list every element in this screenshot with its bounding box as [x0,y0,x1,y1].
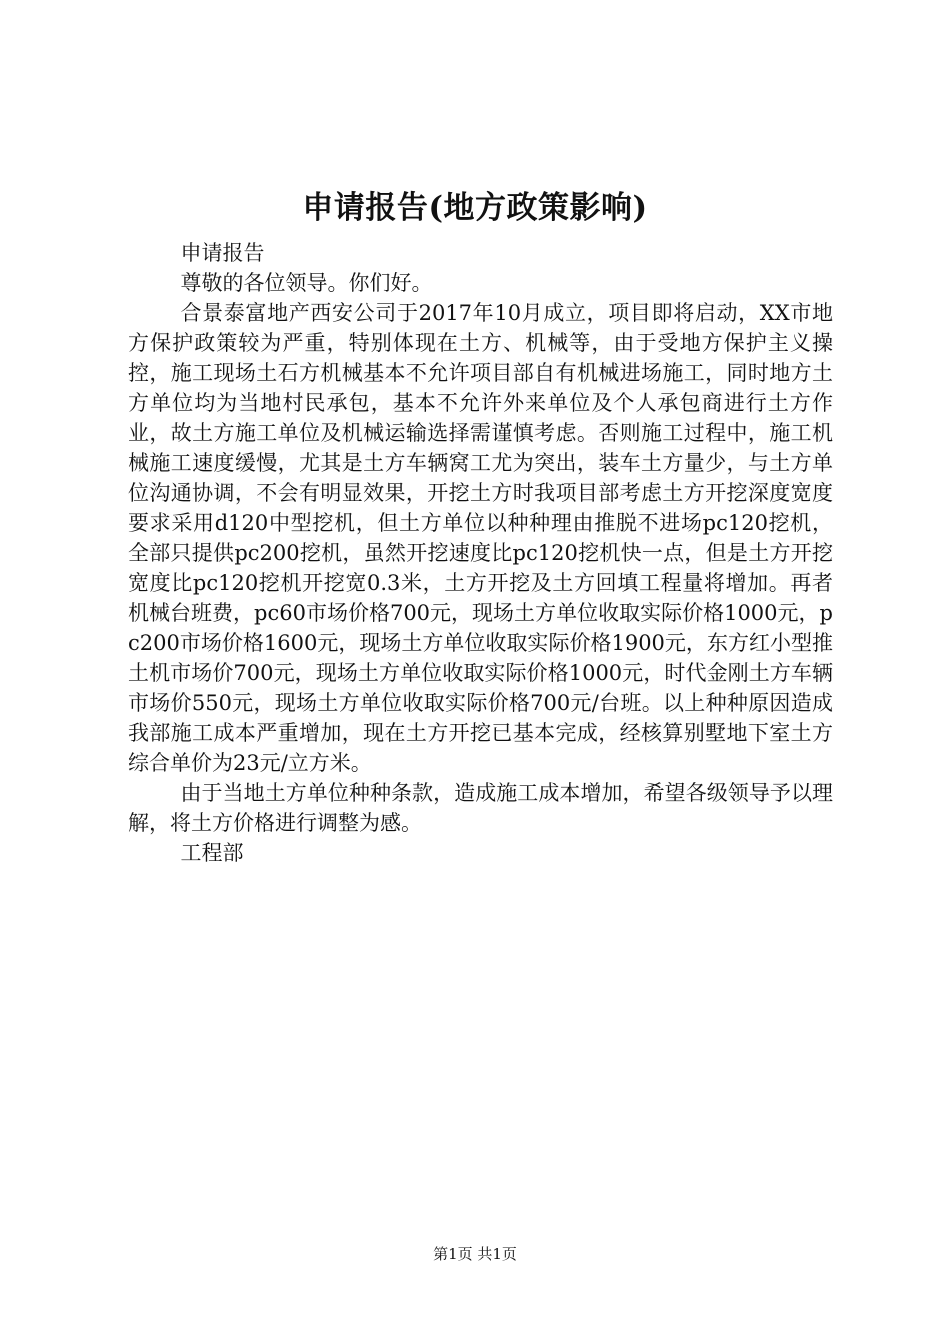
document-title: 申请报告(地方政策影响) [302,190,648,226]
body-paragraph: 合景泰富地产西安公司于2017年10月成立，项目即将启动，XX市地方保护政策较为严重，特别体现在土方、机械等，由于受地方保护主义操控，施工现场土石方机械基本不允许项目部自有机械进场施工，同时地方土方单位均为当地村民承包，基本不允许外来单位及个人承包商进行土方作业，故土方施工单位及机械运输选择需谨慎考虑。否则施工过程中，施工机械施工速度缓慢，尤其是土方车辆窝工尤为突出，装车土方量少，与土方单位沟通协调，不会有明显效果，开挖土方时我项目部考虑土方开挖深度宽度要求采用d120中型挖机，但土方单位以种种理由推脱不进场pc120挖机，全部只提供pc200挖机，虽然开挖速度比pc120挖机快一点，但是土方开挖宽度比pc120挖机开挖宽0.3米，土方开挖及土方回填工程量将增加。再者机械台班费，pc60市场价格700元，现场土方单位收取实际价格1000元，pc200市场价格1600元，现场土方单位收取实际价格1900元，东方红小型推土机市场价700元，现场土方单位收取实际价格1000元，时代金刚土方车辆市场价550元，现场土方单位收取实际价格700元/台班。以上种种原因造成我部施工成本严重增加，现在土方开挖已基本完成，经核算别墅地下室土方综合单价为23元/立方米。 [128,301,833,775]
heading-line: 申请报告 [180,241,265,265]
request-paragraph: 由于当地土方单位种种条款，造成施工成本增加，希望各级领导予以理解，将土方价格进行调整为感。 [128,781,833,835]
document-body [128,238,833,868]
signature: 工程部 [180,841,244,865]
page-footer: 第1页 共1页 [433,1245,517,1263]
salutation: 尊敬的各位领导。你们好。 [180,271,433,295]
